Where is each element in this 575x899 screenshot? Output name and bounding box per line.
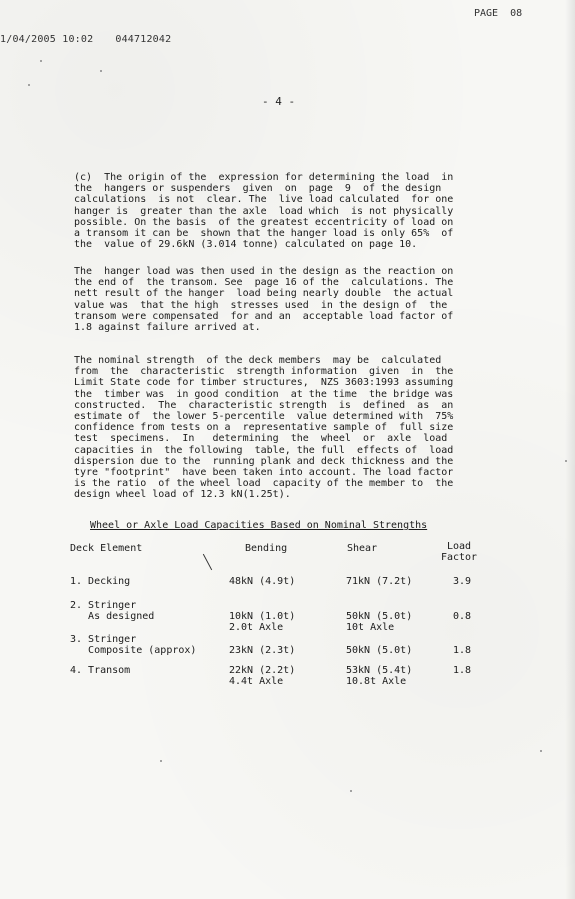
scan-speck (565, 460, 567, 462)
row-2-shear: 50kN (5.0t) 10t Axle (346, 611, 413, 633)
header-bending: Bending (245, 543, 288, 554)
row-2-bending: 10kN (1.0t) 2.0t Axle (229, 611, 296, 633)
pen-mark (203, 554, 212, 570)
page-number: - 4 - (262, 95, 296, 108)
row-2-element: 2. Stringer As designed (70, 600, 155, 622)
page-edge-shadow (565, 0, 575, 899)
row-1-bending: 48kN (4.9t) (229, 576, 296, 587)
header-shear: Shear (347, 543, 378, 554)
fax-time: 10:02 (62, 34, 94, 45)
row-4-shear: 53kN (5.4t) 10.8t Axle (346, 665, 413, 687)
row-4-element: 4. Transom (70, 665, 131, 676)
table-title: Wheel or Axle Load Capacities Based on Nominal Strengths (90, 520, 428, 531)
row-1-element: 1. Decking (70, 576, 131, 587)
scan-speck (540, 750, 542, 752)
paragraph-c: (c) The origin of the expression for determining the load in the hangers or suspenders given on page 9 of the design calculations is not clear. The live load calculated for one hanger is greater than the axle load which is not physically possible. On the basis of the greatest eccentricity of load on a transom it can be shown that the hanger load is only 65% of the value of 29.6kN (3.014 tonne) calculated on page 10. (74, 172, 454, 251)
row-1-shear: 71kN (7.2t) (346, 576, 413, 587)
row-3-element: 3. Stringer Composite (approx) (70, 634, 197, 656)
row-3-factor: 1.8 (453, 645, 472, 656)
scan-speck (350, 790, 352, 792)
paragraph-nominal-strength: The nominal strength of the deck members may be calculated from the characteristic strength information given in the Limit State code for timber structures, NZS 3603:1993 assuming the timber was in good condition at the time the bridge was constructed. The characteristic strength is defined as an estimate of the lower 5-percentile value determined with 75% confidence from tests on a representative sample of full size test specimens. In determining the wheel or axle load capacities in the following table, the full effects of load dispersion due to the running plank and deck thickness and the tyre "footprint" have been taken into account. The load factor is the ratio of the wheel load capacity of the member to the design wheel load of 12.3 kN(1.25t). (74, 355, 454, 501)
row-1-factor: 3.9 (453, 576, 472, 587)
row-4-factor: 1.8 (453, 665, 472, 676)
header-deck-element: Deck Element (70, 543, 143, 554)
scan-speck (28, 84, 30, 86)
scan-speck (100, 70, 102, 72)
scan-speck (160, 760, 162, 762)
fax-header (0, 34, 171, 45)
scan-speck (40, 60, 42, 62)
row-4-bending: 22kN (2.2t) 4.4t Axle (229, 665, 296, 687)
fax-phone: 044712042 (115, 34, 172, 45)
row-2-factor: 0.8 (453, 611, 472, 622)
header-load-factor: Load Factor (440, 541, 478, 563)
fax-date: 1/04/2005 (0, 34, 56, 45)
paragraph-hanger-load: The hanger load was then used in the design as the reaction on the end of the transom. See page 16 of the calculations. The nett result of the hanger load being nearly double the actual value was that the high stresses used in the design of the transom were compensated for and an acceptable load factor of 1.8 against failure arrived at. (74, 266, 454, 334)
row-3-shear: 50kN (5.0t) (346, 645, 413, 656)
fax-page-mark: PAGE 08 (474, 8, 523, 19)
row-3-bending: 23kN (2.3t) (229, 645, 296, 656)
